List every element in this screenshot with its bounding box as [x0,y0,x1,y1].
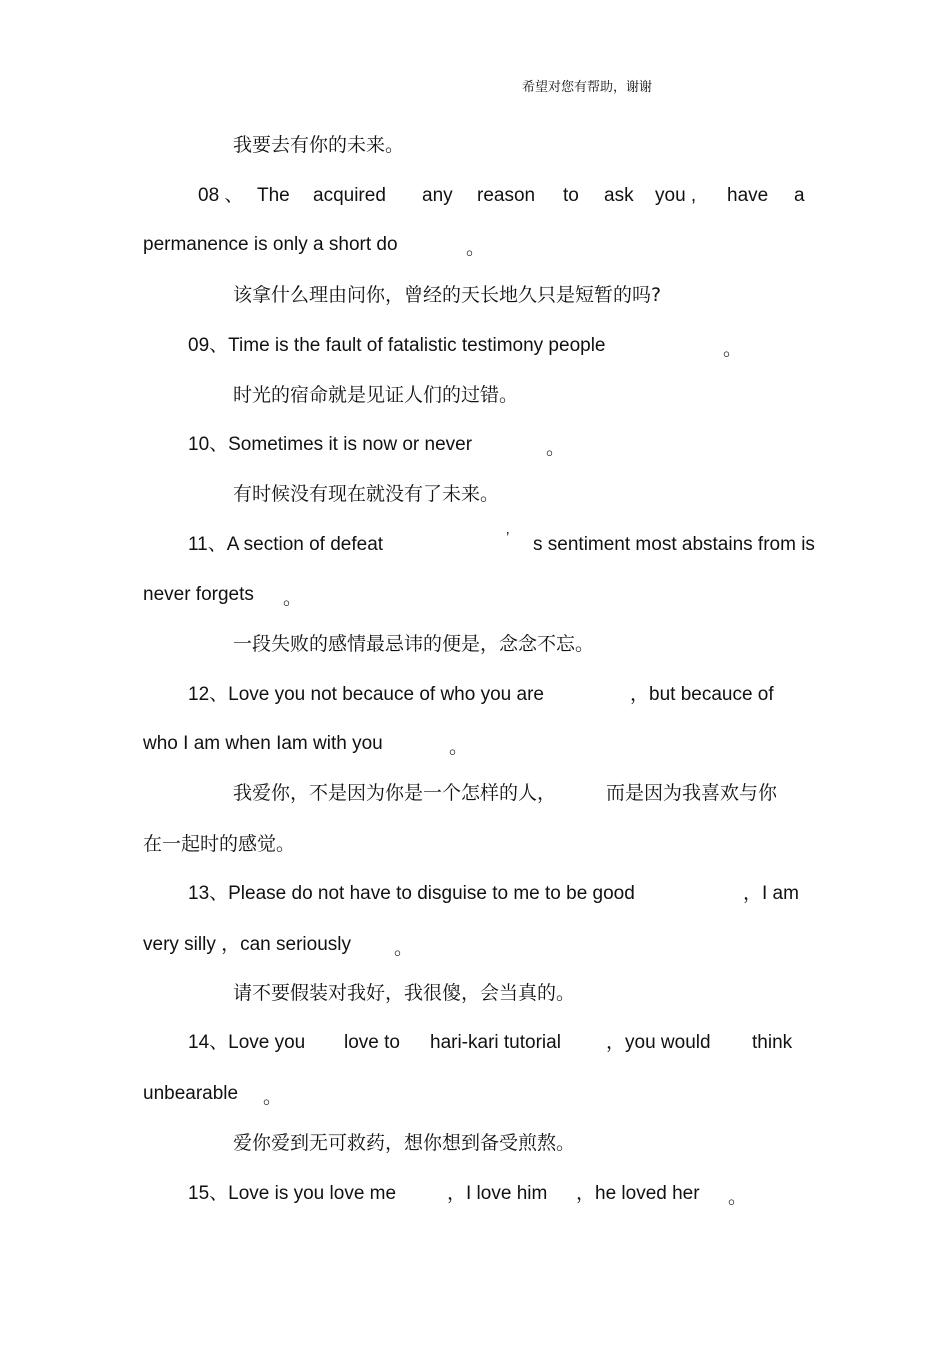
line-chinese-12-c: 在一起时的感觉。 [143,833,296,855]
word: The [257,185,290,206]
period: 。 [723,338,743,360]
line-chinese-11: 一段失败的感情最忌讳的便是，念念不忘。 [233,633,595,655]
line-chinese-07: 我要去有你的未来。 [233,134,405,156]
item-15-a: 15、Love is you love me [188,1183,397,1204]
line-chinese-10: 有时候没有现在就没有了未来。 [233,483,500,505]
period: 。 [728,1186,748,1208]
item-15-c: ，he loved her [576,1183,700,1204]
apostrophe: ’ [506,529,510,546]
item-14-line-1-c: hari-kari tutorial [430,1032,561,1053]
line-chinese-12-b: 而是因为我喜欢与你 [606,782,778,804]
word: have [727,185,769,206]
item-12-line-1-a: 12、Love you not becauce of who you are [188,684,544,705]
item-15-b: ，I love him [447,1183,548,1204]
item-11-line-1-a: 11、A section of defeat [188,534,384,555]
item-09: 09、Time is the fault of fatalistic testimony people [188,335,606,356]
period: 。 [466,237,486,259]
period: 。 [449,736,469,758]
item-number: 08 、 [198,185,244,206]
line-chinese-12-a: 我爱你，不是因为你是一个怎样的人， [233,782,557,804]
period: 。 [546,437,566,459]
word: acquired [313,185,386,206]
item-14-line-1-a: 14、Love you [188,1032,306,1053]
word: you , [655,185,697,206]
word: to [563,185,579,206]
item-14-line-1-b: love to [344,1032,400,1053]
item-14-line-1-e: think [752,1032,793,1053]
line-chinese-08: 该拿什么理由问你，曾经的天长地久只是短暂的吗? [233,284,662,306]
item-14-line-2: unbearable [143,1083,239,1104]
word: a [794,185,805,206]
word: reason [477,185,536,206]
item-14-line-1-d: ，you would [606,1032,711,1053]
line-chinese-14: 爱你爱到无可救药，想你想到备受煎熬。 [233,1132,576,1154]
period: 。 [283,587,303,609]
item-13-line-1-b: ，I am [743,883,799,904]
item-10: 10、Sometimes it is now or never [188,434,473,455]
item-13-line-1-a: 13、Please do not have to disguise to me to be good [188,883,635,904]
item-11-line-1-b: s sentiment most abstains from is [533,534,815,555]
line-chinese-09: 时光的宿命就是见证人们的过错。 [233,384,519,406]
line-chinese-13: 请不要假装对我好，我很傻，会当真的。 [233,982,576,1004]
item-12-line-2: who I am when Iam with you [143,733,383,754]
item-11-line-2: never forgets [143,584,254,605]
period: 。 [263,1086,283,1108]
item-08-line-2: permanence is only a short do [143,234,398,255]
page-header: 希望对您有帮助，谢谢 [522,80,653,95]
item-13-line-2: very silly ，can seriously [143,934,351,955]
word: ask [604,185,634,206]
word: any [422,185,453,206]
item-12-line-1-b: ，but becauce of [630,684,774,705]
period: 。 [394,937,414,959]
